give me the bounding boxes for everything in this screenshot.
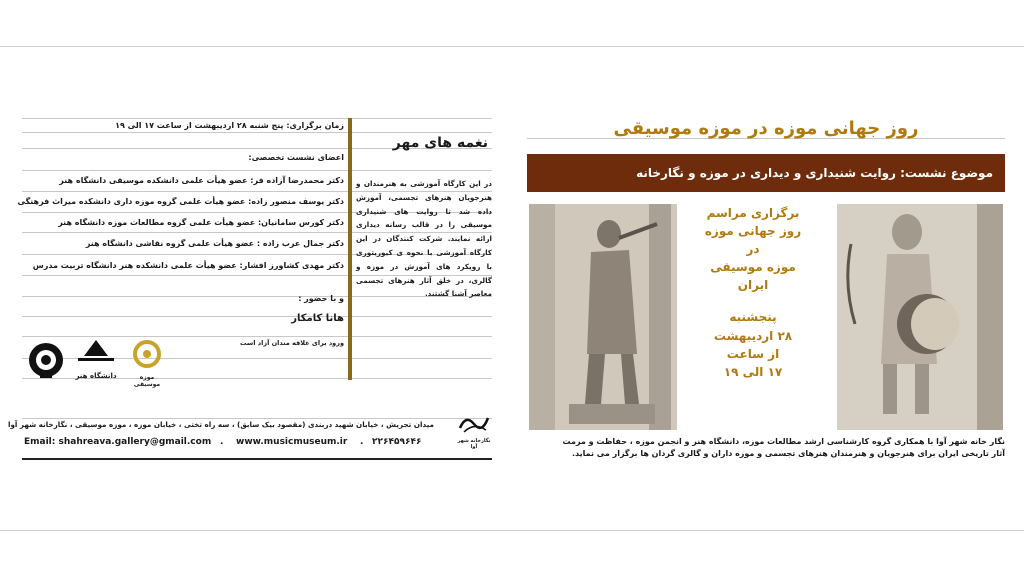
flute-player-statue-photo (529, 204, 677, 430)
member-item: دکتر کورس سامانیان: عضو هیأت علمی گروه مطالعات موزه دانشگاه هنر (58, 218, 344, 227)
ruled-line (22, 316, 492, 317)
date-line: ۲۸ اردیبهشت (713, 329, 793, 343)
separator-dot: . (360, 437, 364, 447)
ruled-line (22, 118, 492, 119)
top-frame-line (0, 46, 1024, 47)
music-museum-logo (126, 340, 168, 388)
organizer-note (527, 436, 1005, 460)
ruled-line (22, 170, 492, 171)
heading-nagmeh: نغمه های مهر (392, 135, 488, 151)
organizer-line: نگار خانه شهر آوا با همکاری گروه کارشناسی ارشد مطالعات موزه، دانشگاه هنر و انجمن موزه ، حفاظت و مرمت (562, 437, 1005, 446)
date-line: از ساعت (726, 347, 780, 361)
members-title: اعضای نشست تخصصی: (248, 153, 344, 162)
workshop-description: در این کارگاه آموزشی به هنرمندان و هنرجویان هنرهای تجسمی، آموزش داده شد تا روایت های شنیداری موسیقی را در قالب رسانه دیداری ارائه نمایند. شرکت کنندگان در این کارگاه آموزشی با نحوه ی کیوریتوری با رویکرد های آموزش در موزه و گالری، در خلق آثار هنرهای تجسمی معاصر آشنا گشتند. (356, 179, 492, 299)
member-item: دکتر مهدی کشاورز افشار: عضو هیأت علمی دانشکده هنر دانشگاه تربیت مدرس (32, 261, 344, 270)
separator-dot: . (220, 437, 224, 447)
member-item: دکتر یوسف منصور زاده: عضو هیأت علمی گروه موزه داری دانشکده میراث فرهنگی (17, 197, 344, 206)
gallery-logo-label: نگارخانه شهر آوا (457, 438, 491, 450)
ruled-line (22, 418, 492, 419)
organizer-line: آثار تاریخی ایران برای هنرجویان و هنرمندان هنرهای تجسمی و موزه داران و گالری گردان ها برگزار می نماید. (571, 449, 1005, 458)
guest-name: هانا کامکار (291, 313, 344, 324)
date-line: پنجشنبه (729, 310, 777, 324)
announcement-line: موزه موسیقی (710, 260, 796, 274)
ruled-line (22, 336, 492, 337)
art-university-logo (72, 338, 120, 380)
member-item: دکتر جمال عرب زاده : عضو هیأت علمی گروه نقاشی دانشگاه هنر (85, 239, 344, 248)
left-panel (7, 118, 492, 463)
music-museum-label: موزه موسیقی (133, 374, 161, 388)
subject-banner: موضوع نشست: روایت شنیداری و دیداری در موزه و نگارخانه (527, 154, 1005, 192)
announcement-line: روز جهانی موزه (704, 224, 802, 238)
address: میدان تجریش ، خیابان شهید دربندی (مقصود بیک سابق) ، سه راه تختی ، خیابان موزه ، موزه موسیقی ، نگارخانه شهر آوا (7, 420, 434, 429)
announcement-line: برگزاری مراسم (706, 206, 800, 220)
contact-row (22, 435, 492, 449)
email-text: Email: shahreava.gallery@gmail.com (24, 437, 212, 447)
right-panel (527, 118, 1005, 468)
date-line: ۱۷ الی ۱۹ (723, 365, 783, 379)
university-emblem-logo (26, 340, 66, 380)
event-datetime: زمان برگزاری: پنج شنبه ۲۸ اردیبهشت از ساعت ۱۷ الی ۱۹ (115, 121, 344, 130)
phone-text: ۲۲۶۴۵۹۶۴۶ (372, 437, 422, 447)
poster-title: روز جهانی موزه در موزه موسیقی (613, 118, 919, 139)
art-university-label: دانشگاه هنر (75, 372, 117, 380)
website-text: www.musicmuseum.ir (236, 437, 348, 447)
bottom-rule (22, 458, 492, 460)
announcement-line: در (746, 242, 760, 256)
with-presence: و با حضور : (298, 294, 344, 303)
bottom-frame-line (0, 530, 1024, 531)
member-item: دکتر محمدرضا آزاده فر: عضو هیأت علمی دانشکده موسیقی دانشگاه هنر (59, 176, 344, 185)
entry-note: ورود برای علاقه مندان آزاد است (240, 339, 344, 347)
drummer-statue-photo (837, 204, 1003, 430)
ruled-line (22, 132, 492, 133)
gold-divider (348, 118, 352, 380)
announcement-line: ایران (737, 278, 769, 292)
event-announcement (669, 204, 837, 381)
